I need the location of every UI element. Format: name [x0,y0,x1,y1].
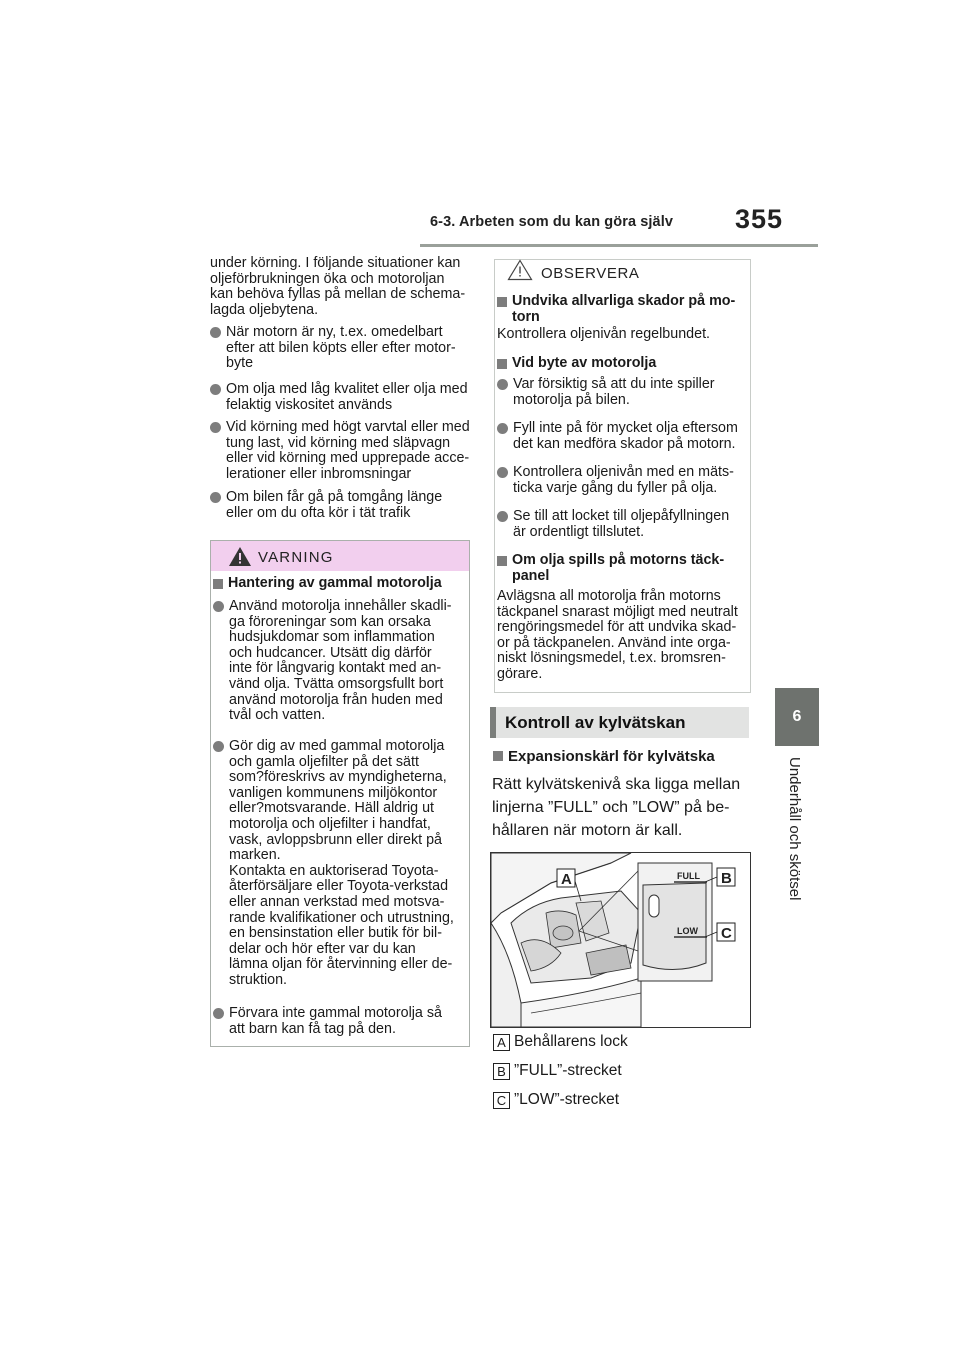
bullet-icon [497,511,508,522]
notice-heading: Om olja spills på motorns täck- panel [497,553,749,584]
legend-key-a: A [493,1034,510,1051]
bullet-icon [213,741,224,752]
bullet-icon [210,422,221,433]
list-item: Se till att locket till oljepåfyllningen är ordentligt tillslutet. [497,509,749,540]
engine-bay-drawing [491,853,750,1027]
header-rule [420,244,818,247]
notice-paragraph: Kontrollera oljenivån regelbundet. [497,326,711,342]
list-item: Fyll inte på för mycket olja eftersom det kan medföra skador på motorn. [497,421,749,452]
notice-heading: Vid byte av motorolja [497,356,749,372]
legend-key-c: C [493,1092,510,1109]
callout-c: C [721,925,732,942]
bullet-icon [497,423,508,434]
full-mark-label: FULL [677,871,700,881]
bullet-icon [210,492,221,503]
running-header-section: 6-3. Arbeten som du kan göra själv [430,214,673,230]
list-item: Om bilen får gå på tomgång länge eller om du ofta kör i tät trafik [210,490,472,521]
list-item: Om olja med låg kvalitet eller olja med felaktig viskositet används [210,382,472,413]
caution-triangle-icon [507,259,533,281]
page-number: 355 [735,204,784,234]
square-bullet-icon [497,297,507,307]
callout-a: A [561,871,572,888]
notice-heading: Undvika allvarliga skador på mo- torn [497,294,749,325]
square-bullet-icon [497,556,507,566]
list-item: Var försiktig så att du inte spiller motorolja på bilen. [497,377,749,408]
warning-triangle-icon [228,546,252,567]
bullet-icon [213,1008,224,1019]
list-item: Gör dig av med gammal motorolja och gamla oljefilter på det sätt som?föreskrivs av myndigheterna, vanligen kommunens miljökontor eller?motsvarande. Häll aldrig ut motorolja och oljefilter i handfat, vask, avloppsbrunn eller direkt på marken. Kontakta en auktoriserad Toyota- återförsäljare eller Toyota-verkstad eller annan verkstad med motsva- rande kvalifikationer och utrustning, en bensinstation eller butik för bil- delar och hör efter var du kan lämna oljan för återvinning eller de- struktion. [213,739,469,989]
bullet-icon [210,384,221,395]
warning-title: VARNING [258,549,334,566]
legend-text-c: ”LOW”-strecket [514,1091,620,1108]
section-title: Kontroll av kylvätskan [505,713,686,732]
warning-heading: Hantering av gammal motorolja [213,576,468,592]
list-item: Använd motorolja innehåller skadli- ga föroreningar som kan orsaka hudsjukdomar som inflammation och hudcancer. Utsätt dig därför inte för långvarig kontakt med an- vänd olja. Tvätta omsorgsfullt bort använd motorolja från huden med tvål och vatten. [213,599,469,724]
section-paragraph: Rätt kylvätskenivå ska ligga mellan linjerna ”FULL” och ”LOW” på be- hållaren när motorn är kall. [492,776,741,839]
subheading: Expansionskärl för kylvätska [493,748,715,765]
bullet-icon [497,467,508,478]
list-item: Förvara inte gammal motorolja så att barn kan få tag på den. [213,1006,469,1037]
notice-title: OBSERVERA [541,265,640,282]
square-bullet-icon [493,751,503,761]
bullet-icon [213,601,224,612]
intro-paragraph: under körning. I följande situationer kan oljeförbrukningen öka och motoroljan kan behöva fyllas på mellan de schema- lagda oljebytena. [210,255,466,318]
notice-paragraph: Avlägsna all motorolja från motorns täckpanel snarast möjligt med neutralt rengöringsmedel för att undvika skad- or på täckpanelen. Använd inte orga- niskt lösningsmedel, t.ex. bromsren- görare. [497,588,738,682]
square-bullet-icon [213,579,223,589]
low-mark-label: LOW [677,926,698,936]
bullet-icon [497,379,508,390]
list-item: Kontrollera oljenivån med en mäts- ticka varje gång du fyller på olja. [497,465,749,496]
legend-text-b: ”FULL”-strecket [514,1062,622,1079]
chapter-side-label [786,757,810,901]
list-item: Vid körning med högt varvtal eller med tung last, vid körning med släpvagn eller vid körning med upprepade acce- lerationer eller inbromsningar [210,420,472,482]
square-bullet-icon [497,359,507,369]
section-heading-accent [490,707,496,738]
list-item: När motorn är ny, t.ex. omedelbart efter att bilen köpts eller efter motor- byte [210,325,472,372]
bullet-icon [210,327,221,338]
callout-b: B [721,870,732,887]
legend-key-b: B [493,1063,510,1080]
coolant-reservoir-illustration [490,852,751,1028]
chapter-title: Underhåll och skötsel [786,757,803,901]
legend-text-a: Behållarens lock [514,1033,628,1050]
chapter-tab[interactable]: 6 [775,688,819,746]
